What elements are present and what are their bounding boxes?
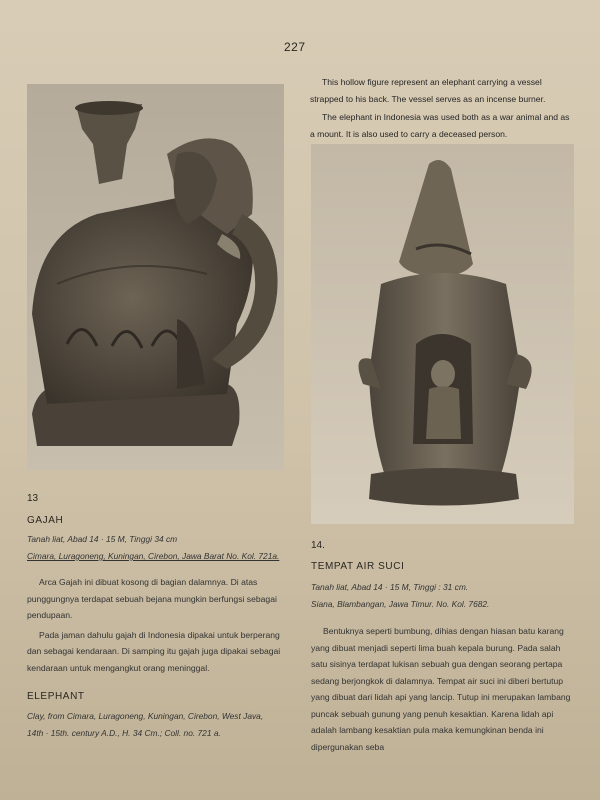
item-13-meta-english: [27, 708, 287, 742]
item-14-title: TEMPAT AIR SUCI: [311, 561, 405, 572]
description-paragraph: The elephant in Indonesia was used both as a war animal and as a mount. It is also used to carry a deceased person.: [310, 112, 570, 139]
meta-line: Tanah liat, Abad 14 · 15 M, Tinggi : 31 cm.: [311, 582, 469, 592]
item-13-number: 13: [27, 493, 39, 504]
body-paragraph: Bentuknya seperti bumbung, dihias dengan hiasan batu karang yang dibuat menjadi seperti lima buah kepala burung. Pada salah satu sisinya terdapat lukisan sebuah gua dengan seorang pertapa sedang berjongkok di dalamnya. Tempat air suci ini diberi bertutup yang dibuat dari lidah api yang lancip. Tutup ini merupakan lambang puncak sebuah gunung yang penuh kesaktian. Karena lidah api adalah lambang kesaktian pula maka kemungkinan benda ini dipergunakan seba: [311, 626, 571, 752]
meta-line: Tanah liat, Abad 14 · 15 M, Tinggi 34 cm: [27, 534, 178, 544]
item-13-title-english: ELEPHANT: [27, 691, 85, 702]
item-14-number: 14.: [311, 540, 325, 551]
item-14-body: [311, 623, 573, 758]
description-paragraph: This hollow figure represent an elephant carrying a vessel strapped to his back. The vessel serves as an incense burner.: [310, 77, 546, 104]
meta-line: Clay, from Cimara, Luragoneng, Kuningan, Cirebon, West Java,: [27, 711, 264, 721]
item-13-body: [27, 574, 289, 679]
body-paragraph: Pada jaman dahulu gajah di Indonesia dipakai untuk berperang dan sebagai kendaraan. Di samping itu gajah juga dipakai sebagai kendaraan untuk mengangkut orang meninggal.: [27, 629, 281, 673]
elephant-photo: [27, 84, 284, 470]
meta-line: Cimara, Luragoneng, Kuningan, Cirebon, Jawa Barat No. Kol. 721a.: [27, 551, 280, 561]
item-13-meta: [27, 531, 287, 565]
meta-line: 14th · 15th. century A.D., H. 34 Cm.; Coll. no. 721 a.: [27, 728, 221, 738]
item-14-meta: [311, 579, 573, 613]
vessel-photo: [311, 144, 574, 524]
meta-line: Siana, Blambangan, Jawa Timur. No. Kol. 7682.: [311, 599, 490, 609]
item-13-title: GAJAH: [27, 515, 64, 526]
body-paragraph: Arca Gajah ini dibuat kosong di bagian dalamnya. Di atas punggungnya terdapat sebuah bejana mungkin berfungsi sebagai pendupaan.: [27, 577, 277, 620]
english-description: [310, 74, 575, 144]
page-number: 227: [284, 40, 306, 54]
